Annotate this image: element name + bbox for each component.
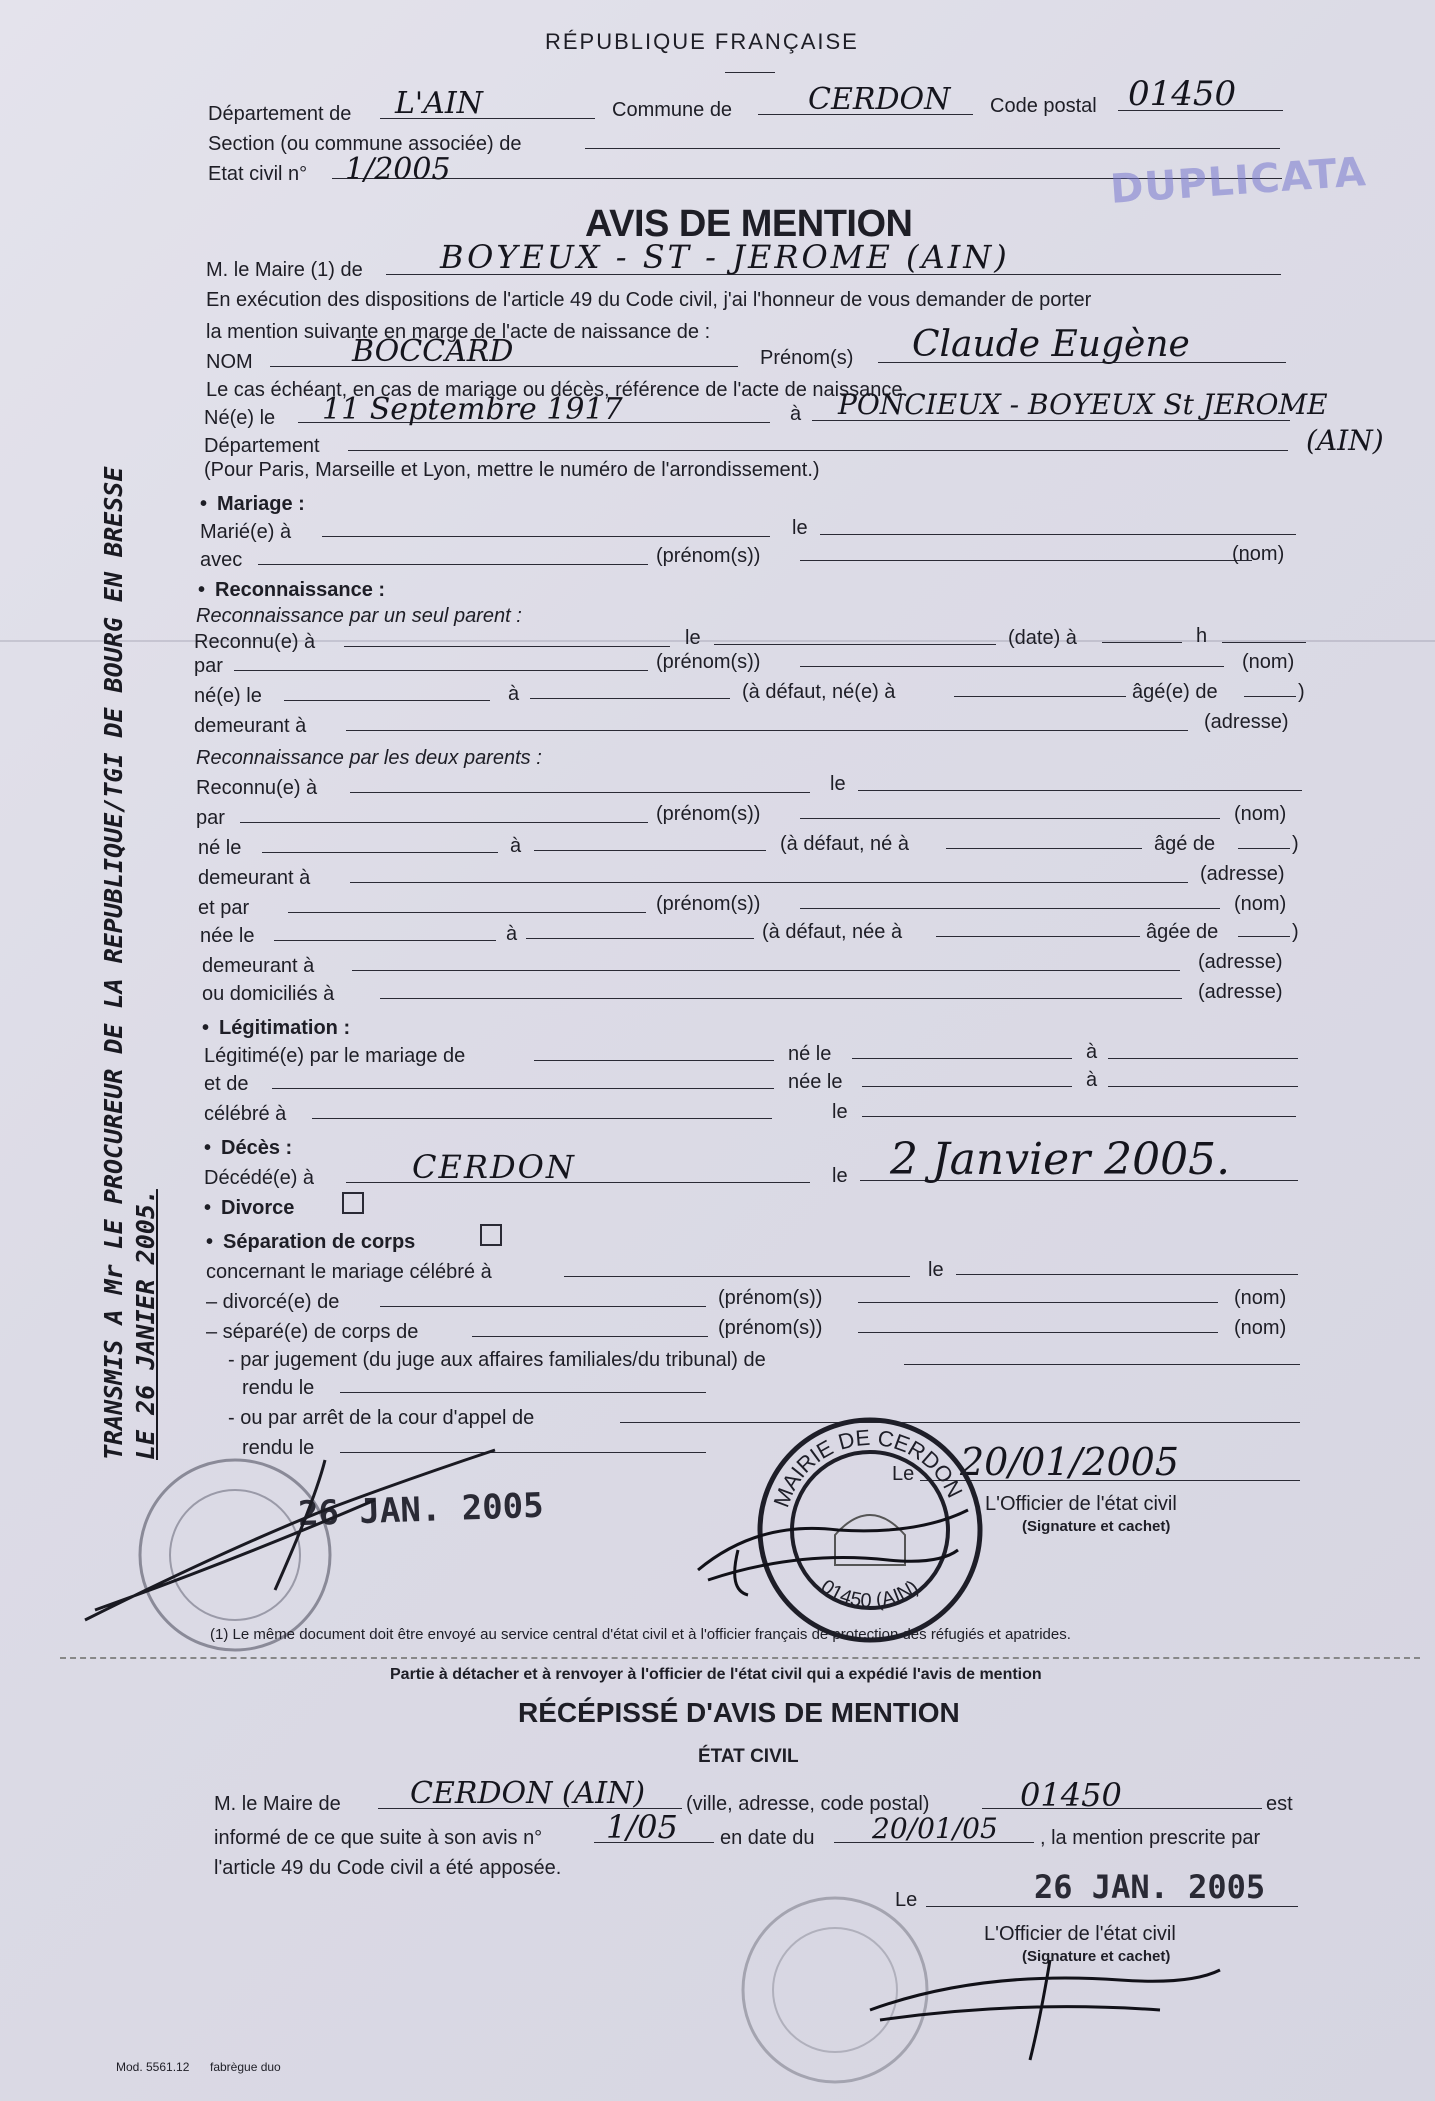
separation-label: • Séparation de corps [206, 1230, 415, 1254]
officier-label: L'Officier de l'état civil [985, 1493, 1177, 1515]
separe-nom-label: (nom) [1234, 1317, 1287, 1339]
mariage-heading: • Mariage : [200, 492, 305, 516]
mariage-prenoms-label: (prénom(s)) [656, 545, 761, 567]
agee-label: âgé(e) de [1132, 681, 1218, 703]
close-paren: ) [1298, 681, 1305, 703]
par2-label: par [196, 807, 225, 829]
defaut-nee2-label: (à défaut, née à [762, 921, 903, 943]
deces-date-value: 2 Janvier 2005. [890, 1134, 1231, 1185]
recepisse-signature-icon [860, 1940, 1230, 2070]
recepisse-title: RÉCÉPISSÉ D'AVIS DE MENTION [518, 1697, 960, 1728]
recepisse-cp-value: 01450 [1020, 1776, 1122, 1814]
article-label: l'article 49 du Code civil a été apposée. [214, 1857, 562, 1879]
separation-checkbox[interactable] [480, 1224, 502, 1246]
jugement-label: - par jugement (du juge aux affaires familiales/du tribunal) de [228, 1349, 766, 1371]
arret-label: - ou par arrêt de la cour d'appel de [228, 1407, 535, 1429]
nom-label: NOM [206, 351, 253, 373]
celebre-label: célébré à [204, 1103, 287, 1125]
celebre-le-label: le [832, 1101, 848, 1123]
reconnu-le-label: le [685, 627, 701, 649]
nee-le-label: né(e) le [194, 685, 262, 707]
separe-prenoms-label: (prénom(s)) [718, 1317, 823, 1339]
deces-le-label: le [832, 1165, 848, 1187]
prenom-value: Claude Eugène [912, 324, 1190, 365]
close-paren: ) [1292, 833, 1299, 855]
nee2-a-label: à [506, 923, 518, 945]
divorce-nom-label: (nom) [1234, 1287, 1287, 1309]
seal-bottom-text: 01450 (AIN) [816, 1575, 923, 1613]
ne-le-label: né le [198, 837, 242, 859]
departement2-label: Département [204, 435, 320, 457]
nom-value: BOCCARD [352, 334, 514, 369]
recepisse-subtitle: ÉTAT CIVIL [698, 1746, 799, 1767]
par-nom-label: (nom) [1242, 651, 1295, 673]
mairie-signature-icon [688, 1480, 978, 1600]
signature-note: (Signature et cachet) [1022, 1518, 1171, 1535]
demeurant-label: demeurant à [194, 715, 307, 737]
departement-value: L'AIN [395, 86, 483, 121]
demeurant2-adresse-label: (adresse) [1200, 863, 1285, 885]
reconnu2-le-label: le [830, 773, 846, 795]
ne-a-label: à [790, 403, 802, 425]
prenom-label: Prénom(s) [760, 347, 854, 369]
par-prenoms-label: (prénom(s)) [656, 651, 761, 673]
recepisse-maire-value: CERDON (AIN) [410, 1776, 646, 1811]
legit-a2-label: à [1086, 1069, 1098, 1091]
et-de-label: et de [204, 1073, 249, 1095]
model-number: Mod. 5561.12 [116, 2060, 190, 2074]
ville-label: (ville, adresse, code postal) [686, 1793, 930, 1815]
age-label: âgé de [1154, 833, 1216, 855]
marie-label: Marié(e) à [200, 521, 292, 543]
maire-value: BOYEUX - ST - JEROME (AIN) [440, 238, 1010, 276]
et-par-prenoms-label: (prénom(s)) [656, 893, 761, 915]
date-label: en date du [720, 1827, 815, 1849]
informe-label: informé de ce que suite à son avis n° [214, 1827, 543, 1849]
commune-value: CERDON [808, 82, 951, 117]
side-text-line1: TRANSMIS A Mr LE PROCUREUR DE LA REPUBLIQUE/TGI DE BOURG EN BRESSE [99, 466, 128, 1460]
recepisse-date-value: 20/01/05 [872, 1812, 998, 1845]
legit-ne-le-label: né le [788, 1043, 832, 1065]
maire-label: M. le Maire (1) de [206, 259, 363, 281]
etat-civil-label: Etat civil n° [208, 163, 308, 185]
transmis-side-text [98, 467, 162, 1460]
par2-prenoms-label: (prénom(s)) [656, 803, 761, 825]
close-paren: ) [1292, 921, 1299, 943]
legit-nee-le-label: née le [788, 1071, 843, 1093]
code-postal-value: 01450 [1128, 74, 1237, 114]
recepisse-avis-value: 1/05 [606, 1808, 678, 1846]
divorce-prenoms-label: (prénom(s)) [718, 1287, 823, 1309]
avec-label: avec [200, 549, 243, 571]
paris-note: (Pour Paris, Marseille et Lyon, mettre le numéro de l'arrondissement.) [204, 459, 820, 481]
detach-note: Partie à détacher et à renvoyer à l'officier de l'état civil qui a expédié l'avis de mention [390, 1666, 1042, 1683]
nee-le2-label: née le [200, 925, 255, 947]
decede-value: CERDON [412, 1148, 576, 1186]
signature-date-value: 20/01/2005 [960, 1440, 1180, 1484]
legitime-label: Légitimé(e) par le mariage de [204, 1045, 466, 1067]
domicilies-label: ou domiciliés à [202, 983, 335, 1005]
seul-parent-heading: Reconnaissance par un seul parent : [196, 605, 522, 627]
reconnu-label: Reconnu(e) à [194, 631, 316, 653]
recepisse-maire-label: M. le Maire de [214, 1793, 341, 1815]
side-text-line2: LE 26 JANIER 2005. [131, 1189, 160, 1460]
demeurant-adresse-label: (adresse) [1204, 711, 1289, 733]
reconnaissance-heading: • Reconnaissance : [198, 578, 385, 602]
recepisse-officier-label: L'Officier de l'état civil [984, 1923, 1176, 1945]
rendu-label: rendu le [242, 1377, 315, 1399]
stamp-date: 26 JAN. 2005 [297, 1485, 545, 1535]
lieu-value-2: (AIN) [1306, 424, 1384, 457]
footnote: (1) Le même document doit être envoyé au service central d'état civil et à l'officier français de protection des réfugiés et apatrides. [210, 1626, 1071, 1643]
code-postal-label: Code postal [990, 95, 1097, 117]
intro-text-1: En exécution des dispositions de l'article 49 du Code civil, j'ai l'honneur de vous demander de porter [206, 289, 1092, 311]
rendu2-label: rendu le [242, 1437, 315, 1459]
departement-label: Département de [208, 103, 352, 125]
mention-label: , la mention prescrite par [1040, 1827, 1261, 1849]
recepisse-le-label: Le [895, 1889, 918, 1911]
defaut-ne-label: (à défaut, né à [780, 833, 909, 855]
divorce-de-label: – divorcé(e) de [206, 1291, 340, 1313]
duplicata-stamp: DUPLICATA [1108, 149, 1369, 213]
mariage-nom-label: (nom) [1232, 543, 1285, 565]
divorce-checkbox[interactable] [342, 1192, 364, 1214]
deces-heading: • Décès : [204, 1136, 292, 1160]
legitimation-heading: • Légitimation : [202, 1016, 350, 1040]
domicilies-adresse-label: (adresse) [1198, 981, 1283, 1003]
demeurant3-label: demeurant à [202, 955, 315, 977]
recepisse-le-value: 26 JAN. 2005 [1034, 1868, 1266, 1906]
deux-parents-heading: Reconnaissance par les deux parents : [196, 747, 542, 769]
reconnu2-label: Reconnu(e) à [196, 777, 318, 799]
stamp-signature-icon [75, 1440, 515, 1640]
h-label: h [1196, 625, 1208, 647]
concernant-le-label: le [928, 1259, 944, 1281]
nee-a-label: à [508, 683, 520, 705]
detach-line [60, 1657, 1420, 1659]
demeurant3-adresse-label: (adresse) [1198, 951, 1283, 973]
est-label: est [1266, 1793, 1293, 1815]
date-a-label: (date) à [1008, 627, 1077, 649]
etat-civil-value: 1/2005 [345, 152, 451, 187]
par-label: par [194, 655, 223, 677]
mariage-le-label: le [792, 517, 808, 539]
defaut-nee-label: (à défaut, né(e) à [742, 681, 896, 703]
et-par-nom-label: (nom) [1234, 893, 1287, 915]
cas-text: Le cas échéant, en cas de mariage ou décès, référence de l'acte de naissance. [206, 379, 909, 401]
intro-text-2: la mention suivante en marge de l'acte de naissance de : [206, 321, 711, 343]
divorce-label: • Divorce [204, 1196, 294, 1220]
republic-heading: RÉPUBLIQUE FRANÇAISE [545, 29, 859, 54]
concernant-label: concernant le mariage célébré à [206, 1261, 492, 1283]
ne-label: Né(e) le [204, 407, 276, 429]
lieu-value: PONCIEUX - BOYEUX St JEROME [838, 388, 1328, 421]
commune-label: Commune de [612, 99, 733, 121]
ne2-a-label: à [510, 835, 522, 857]
ne-value: 11 Septembre 1917 [322, 392, 623, 427]
separe-label: – séparé(e) de corps de [206, 1321, 419, 1343]
recepisse-signature-note: (Signature et cachet) [1022, 1948, 1171, 1965]
decede-label: Décédé(e) à [204, 1167, 315, 1189]
seal-top-text: MAIRIE DE CERDON [768, 1424, 968, 1511]
publisher: fabrègue duo [210, 2060, 281, 2074]
et-par-label: et par [198, 897, 250, 919]
demeurant2-label: demeurant à [198, 867, 311, 889]
document-title: AVIS DE MENTION [585, 203, 913, 245]
agee2-label: âgée de [1146, 921, 1219, 943]
legit-a-label: à [1086, 1041, 1098, 1063]
section-label: Section (ou commune associée) de [208, 133, 522, 155]
par2-nom-label: (nom) [1234, 803, 1287, 825]
signature-le-label: Le [892, 1463, 915, 1485]
